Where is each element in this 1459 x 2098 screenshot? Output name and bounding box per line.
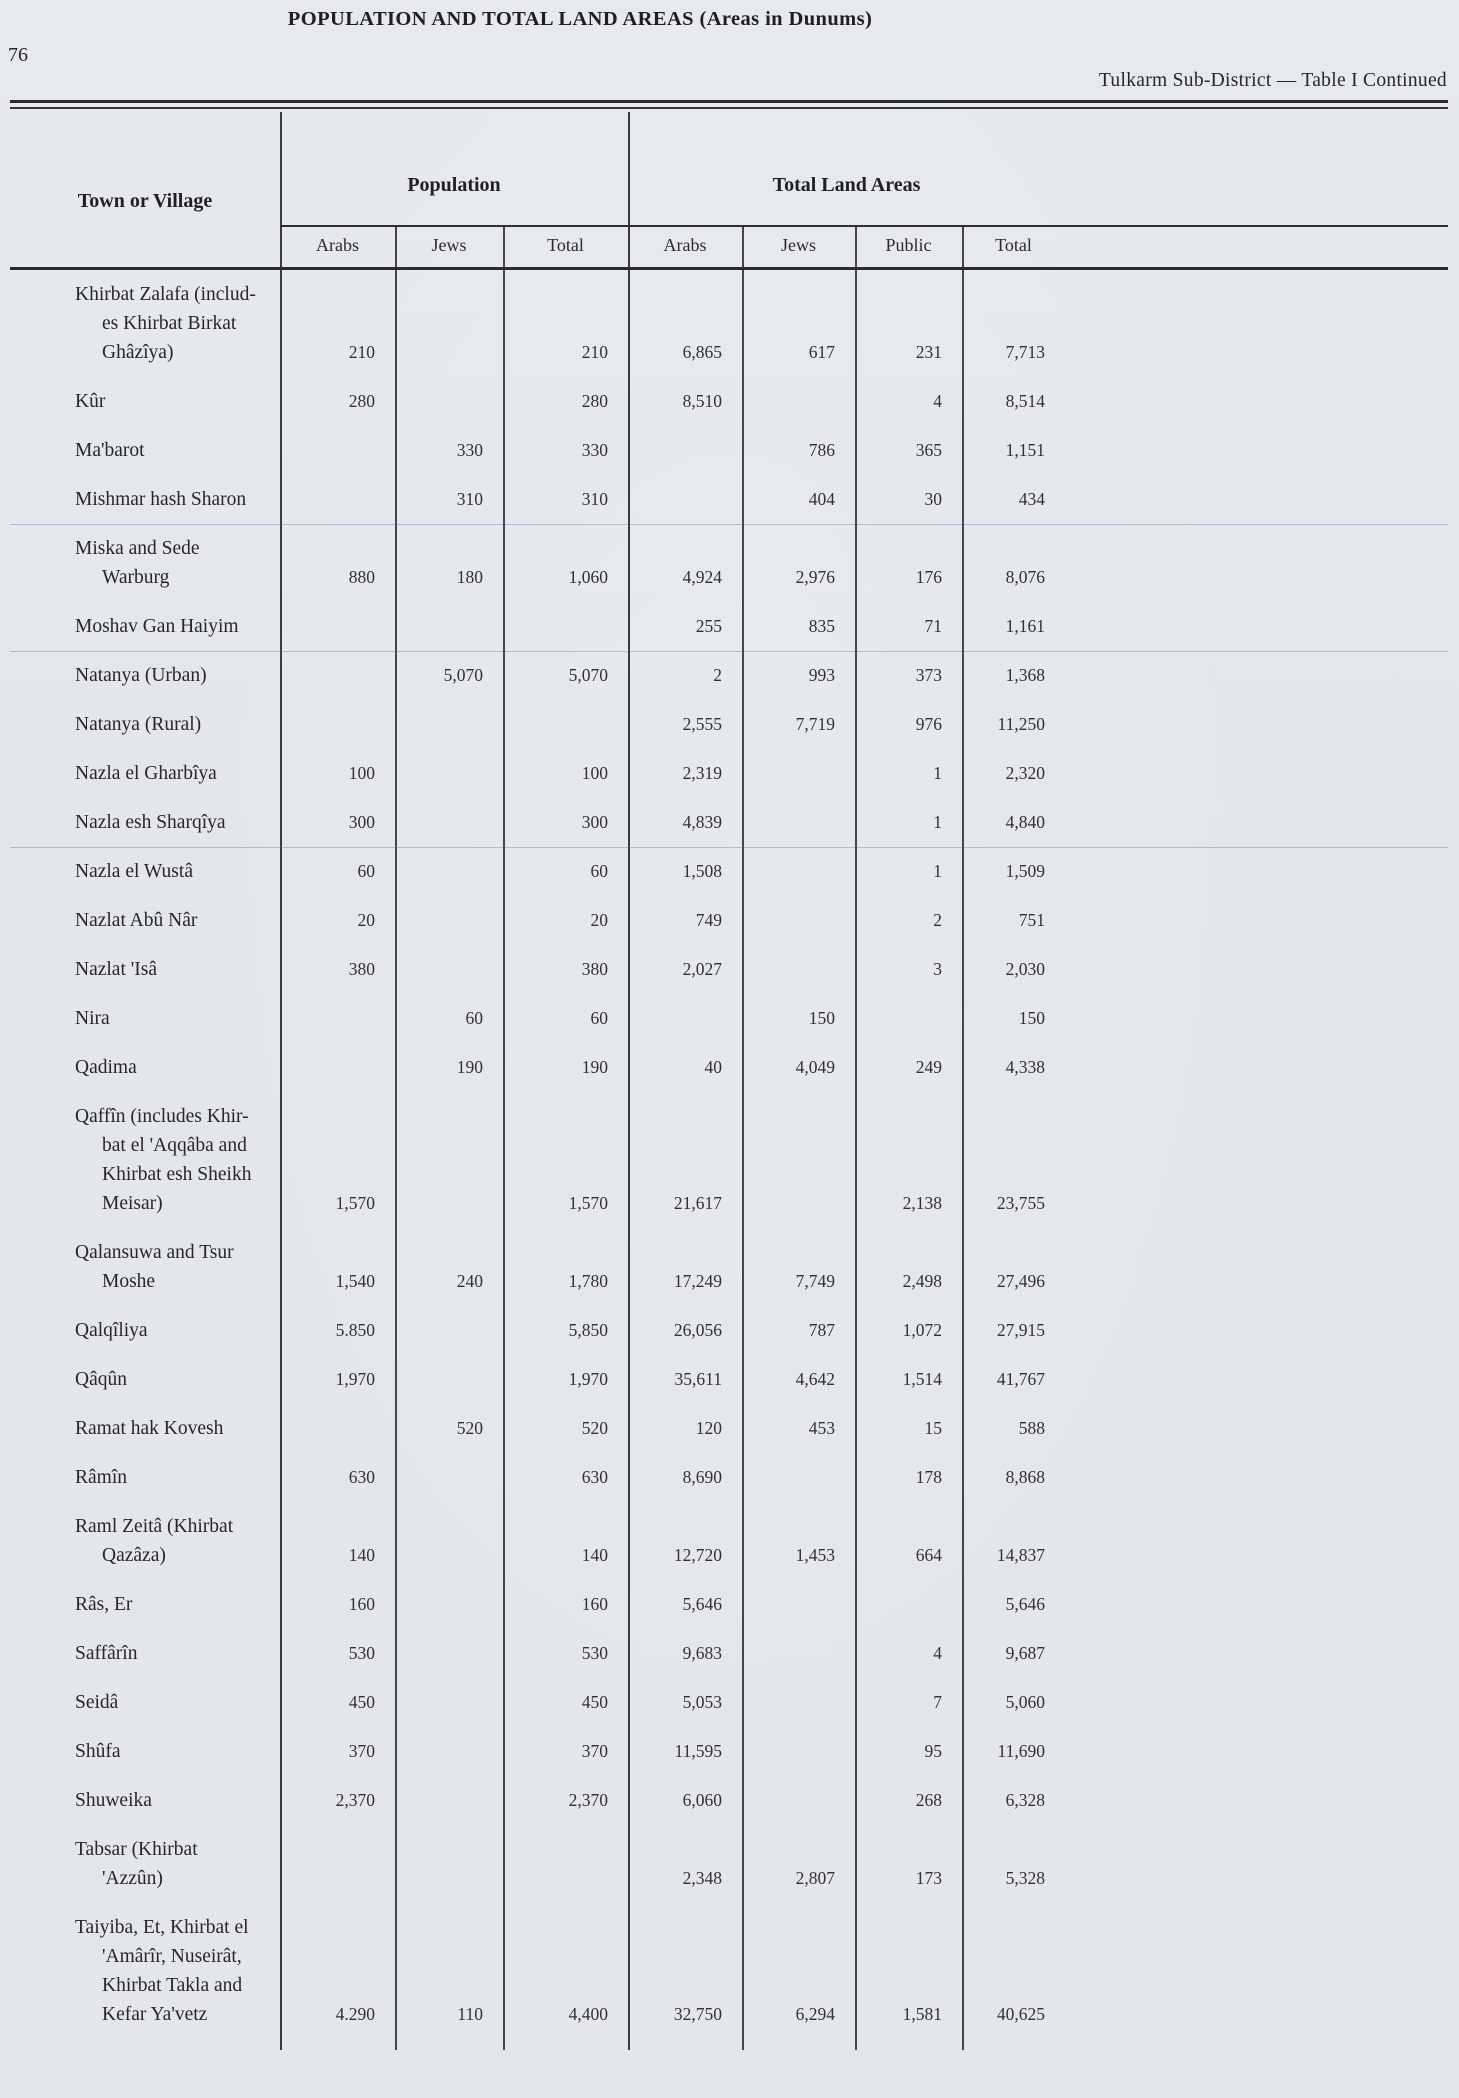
town-name-line: Nazlat 'Isâ	[75, 959, 158, 980]
pop-total-header: Total	[547, 235, 584, 255]
pop-jews-value: 310	[456, 489, 483, 509]
data-table	[10, 112, 1448, 2057]
pop-total-value: 20	[590, 910, 608, 930]
town-name-line: Khirbat esh Sheikh	[102, 1164, 252, 1185]
pop-arabs-header: Arabs	[316, 235, 359, 255]
land-total-value: 150	[1018, 1008, 1045, 1028]
land-total-value: 8,868	[1005, 1467, 1045, 1487]
town-name	[10, 906, 280, 935]
town-name-line: Khirbat Zalafa (includ-	[75, 284, 256, 305]
table-row	[10, 612, 1065, 641]
land-total-value: 1,161	[1005, 616, 1045, 636]
town-name	[10, 1463, 280, 1492]
land-arabs-value: 40	[704, 1057, 722, 1077]
town-name	[10, 1786, 280, 1815]
land-total-value: 1,509	[1005, 861, 1045, 881]
land-arabs-value: 4,839	[682, 812, 722, 832]
town-name	[10, 1512, 280, 1570]
land-total-value: 27,915	[996, 1320, 1045, 1340]
land-public-value: 976	[915, 714, 942, 734]
land-jews-value: 617	[808, 342, 835, 362]
land-jews-value: 2,807	[795, 1868, 835, 1888]
table-row	[10, 1688, 1065, 1717]
town-name	[10, 759, 280, 788]
land-public-value: 664	[915, 1545, 942, 1565]
town-name	[10, 1365, 280, 1394]
pop-arabs-value: 380	[348, 959, 375, 979]
town-name-line: Natanya (Urban)	[75, 665, 207, 686]
town-name-line: Nazla el Gharbîya	[75, 763, 217, 784]
town-name	[10, 1639, 280, 1668]
land-total-value: 6,328	[1005, 1790, 1045, 1810]
land-arabs-value: 5,646	[682, 1594, 722, 1614]
pop-total-value: 2,370	[568, 1790, 608, 1810]
town-name-line: Meisar)	[102, 1193, 163, 1214]
land-jews-value: 993	[808, 665, 835, 685]
land-public-value: 95	[924, 1741, 942, 1761]
town-name-line: 'Azzûn)	[102, 1868, 163, 1889]
land-jews-value: 1,453	[795, 1545, 835, 1565]
town-name-line: 'Amârîr, Nuseirât,	[102, 1946, 242, 1967]
land-total-value: 5,328	[1005, 1868, 1045, 1888]
land-arabs-value: 5,053	[682, 1692, 722, 1712]
town-name	[10, 1414, 280, 1443]
town-name-line: Moshe	[102, 1271, 156, 1292]
pop-total-value: 1,060	[568, 567, 608, 587]
town-name-line: Miska and Sede	[75, 538, 200, 559]
land-public-value: 30	[924, 489, 942, 509]
land-total-value: 2,320	[1005, 763, 1045, 783]
land-arabs-value: 11,595	[674, 1741, 722, 1761]
town-name	[10, 1102, 280, 1218]
land-public-value: 1,072	[902, 1320, 942, 1340]
land-areas-group-header: Total Land Areas	[772, 174, 921, 196]
land-public-value: 3	[933, 959, 942, 979]
town-name	[10, 1688, 280, 1717]
land-public-value: 176	[915, 567, 942, 587]
pop-total-value: 160	[581, 1594, 608, 1614]
town-name-line: Nazlat Abû Nâr	[75, 910, 198, 931]
land-total-value: 40,625	[996, 2004, 1045, 2024]
pop-arabs-value: 1,540	[335, 1271, 375, 1291]
table-row	[10, 1463, 1065, 1492]
town-name	[10, 1004, 280, 1033]
town-name-line: Ma'barot	[75, 440, 145, 461]
land-jews-value: 7,719	[795, 714, 835, 734]
land-total-value: 9,687	[1005, 1643, 1045, 1663]
land-public-value: 1	[933, 861, 942, 881]
pop-arabs-value: 2,370	[335, 1790, 375, 1810]
land-public-value: 365	[915, 440, 942, 460]
pop-total-value: 60	[590, 861, 608, 881]
pop-arabs-value: 100	[348, 763, 375, 783]
population-group-header: Population	[407, 174, 501, 196]
town-name-line: Qalansuwa and Tsur	[75, 1242, 234, 1263]
land-total-value: 5,646	[1005, 1594, 1045, 1614]
town-name	[10, 661, 280, 690]
town-name	[10, 857, 280, 886]
land-jews-value: 150	[808, 1008, 835, 1028]
land-arabs-value: 8,510	[682, 391, 722, 411]
pop-arabs-value: 370	[348, 1741, 375, 1761]
land-total-value: 2,030	[1005, 959, 1045, 979]
header-bottom-rule	[10, 267, 1448, 270]
land-arabs-value: 2	[713, 665, 722, 685]
town-name	[10, 1238, 280, 1296]
land-public-value: 178	[915, 1467, 942, 1487]
town-name-line: Kûr	[75, 391, 106, 412]
pop-arabs-value: 1,970	[335, 1369, 375, 1389]
land-arabs-value: 21,617	[673, 1193, 722, 1213]
pop-total-value: 310	[581, 489, 608, 509]
land-total-value: 11,690	[997, 1741, 1045, 1761]
town-name	[10, 436, 280, 465]
land-arabs-header: Arabs	[663, 235, 707, 255]
pop-arabs-value: 880	[348, 567, 375, 587]
top-double-rule-lower	[10, 107, 1448, 109]
land-total-value: 588	[1018, 1418, 1045, 1438]
pop-total-value: 330	[581, 440, 608, 460]
land-public-value: 15	[924, 1418, 942, 1438]
land-public-value: 7	[933, 1692, 942, 1712]
land-arabs-value: 32,750	[673, 2004, 722, 2024]
pop-total-value: 190	[581, 1057, 608, 1077]
land-group-underline	[628, 225, 1448, 227]
pop-arabs-value: 630	[348, 1467, 375, 1487]
pop-arabs-value: 20	[357, 910, 375, 930]
pop-total-value: 530	[581, 1643, 608, 1663]
pop-arabs-value: 450	[348, 1692, 375, 1712]
sub-header-row	[10, 235, 1065, 265]
town-name-line: Nazla esh Sharqîya	[75, 812, 226, 833]
land-public-value: 1,514	[902, 1369, 942, 1389]
table-row	[10, 1512, 1065, 1570]
pop-total-value: 520	[581, 1418, 608, 1438]
table-row	[10, 1053, 1065, 1082]
land-arabs-value: 2,027	[682, 959, 722, 979]
pop-total-value: 370	[581, 1741, 608, 1761]
town-name-line: Shuweika	[75, 1790, 152, 1811]
town-name-line: Qadima	[75, 1057, 137, 1078]
land-jews-header: Jews	[781, 235, 816, 255]
town-name	[10, 808, 280, 837]
table-row	[10, 1365, 1065, 1394]
town-name	[10, 387, 280, 416]
town-name-line: Mishmar hash Sharon	[75, 489, 247, 510]
pop-total-value: 1,780	[568, 1271, 608, 1291]
land-arabs-value: 4,924	[682, 567, 722, 587]
town-name	[10, 1835, 280, 1893]
town-name	[10, 1913, 280, 2029]
town-name-line: Kefar Ya'vetz	[102, 2004, 208, 2025]
table-row	[10, 1238, 1065, 1296]
pop-total-value: 380	[581, 959, 608, 979]
town-column-header: Town or Village	[77, 190, 213, 212]
land-total-value: 23,755	[996, 1193, 1045, 1213]
land-jews-value: 453	[808, 1418, 835, 1438]
town-name	[10, 1053, 280, 1082]
land-total-value: 41,767	[996, 1369, 1045, 1389]
table-row	[10, 534, 1065, 592]
land-jews-value: 787	[808, 1320, 835, 1340]
town-name-line: Qalqîliya	[75, 1320, 148, 1341]
land-public-value: 4	[933, 391, 942, 411]
table-row	[10, 1639, 1065, 1668]
table-row	[10, 1835, 1065, 1893]
town-name-line: Qazâza)	[102, 1545, 166, 1566]
pop-total-value: 450	[581, 1692, 608, 1712]
top-double-rule-upper	[10, 100, 1448, 103]
pop-total-value: 4,400	[568, 2004, 608, 2024]
land-total-value: 751	[1018, 910, 1045, 930]
table-row	[10, 1004, 1065, 1033]
town-name-line: Shûfa	[75, 1741, 121, 1762]
town-name-line: Nazla el Wustâ	[75, 861, 193, 882]
pop-arabs-value: 60	[357, 861, 375, 881]
pop-total-value: 300	[581, 812, 608, 832]
town-name	[10, 1590, 280, 1619]
town-name-line: Moshav Gan Haiyim	[75, 616, 239, 637]
pop-total-value: 1,970	[568, 1369, 608, 1389]
town-name-line: Ramat hak Kovesh	[75, 1418, 224, 1439]
table-body	[10, 280, 1065, 2049]
population-group-underline	[280, 225, 628, 227]
table-row	[10, 661, 1065, 690]
land-jews-value: 7,749	[795, 1271, 835, 1291]
town-name-line: Seidâ	[75, 1692, 119, 1713]
table-row	[10, 1414, 1065, 1443]
land-total-value: 8,076	[1005, 567, 1045, 587]
town-name-line: Qaffîn (includes Khir-	[75, 1106, 249, 1127]
town-name-line: Qâqûn	[75, 1369, 127, 1390]
town-name-line: Ghâzîya)	[102, 342, 174, 363]
pop-jews-value: 180	[456, 567, 483, 587]
town-name	[10, 1316, 280, 1345]
land-arabs-value: 9,683	[682, 1643, 722, 1663]
town-name-line: Râmîn	[75, 1467, 127, 1488]
land-arabs-value: 2,319	[682, 763, 722, 783]
land-arabs-value: 17,249	[673, 1271, 722, 1291]
table-row	[10, 1316, 1065, 1345]
land-arabs-value: 1,508	[682, 861, 722, 881]
town-name	[10, 534, 280, 592]
town-name-line: es Khirbat Birkat	[102, 313, 237, 334]
land-arabs-value: 2,555	[682, 714, 722, 734]
town-name	[10, 1737, 280, 1766]
land-total-header: Total	[995, 235, 1032, 255]
land-public-value: 249	[915, 1057, 942, 1077]
table-subtitle: Tulkarm Sub-District — Table I Continued	[1098, 70, 1447, 91]
land-total-value: 14,837	[996, 1545, 1045, 1565]
table-row	[10, 485, 1065, 514]
land-jews-value: 835	[808, 616, 835, 636]
pop-jews-value: 520	[456, 1418, 483, 1438]
town-name-line: bat el 'Aqqâba and	[102, 1135, 247, 1156]
land-public-value: 1,581	[902, 2004, 942, 2024]
pop-total-value: 5,070	[568, 665, 608, 685]
pop-jews-header: Jews	[431, 235, 467, 255]
pop-arabs-value: 1,570	[335, 1193, 375, 1213]
land-jews-value: 4,049	[795, 1057, 835, 1077]
pop-total-value: 5,850	[568, 1320, 608, 1340]
pop-total-value: 60	[590, 1008, 608, 1028]
pop-arabs-value: 530	[348, 1643, 375, 1663]
table-row	[10, 1737, 1065, 1766]
pop-arabs-value: 4.290	[335, 2004, 375, 2024]
table-row	[10, 808, 1065, 837]
pop-arabs-value: 140	[348, 1545, 375, 1565]
land-public-value: 1	[933, 763, 942, 783]
town-name	[10, 955, 280, 984]
land-total-value: 4,840	[1005, 812, 1045, 832]
land-jews-value: 786	[808, 440, 835, 460]
land-jews-value: 4,642	[795, 1369, 835, 1389]
land-total-value: 27,496	[996, 1271, 1045, 1291]
town-name-line: Tabsar (Khirbat	[75, 1839, 198, 1860]
land-arabs-value: 35,611	[674, 1369, 722, 1389]
table-row	[10, 387, 1065, 416]
town-name	[10, 710, 280, 739]
land-total-value: 11,250	[997, 714, 1045, 734]
land-public-value: 4	[933, 1643, 942, 1663]
land-arabs-value: 26,056	[673, 1320, 722, 1340]
town-name-line: Khirbat Takla and	[102, 1975, 243, 1996]
land-arabs-value: 12,720	[673, 1545, 722, 1565]
pop-total-value: 280	[581, 391, 608, 411]
land-public-value: 2,138	[902, 1193, 942, 1213]
pop-arabs-value: 280	[348, 391, 375, 411]
land-total-value: 7,713	[1005, 342, 1045, 362]
table-row	[10, 1786, 1065, 1815]
table-row	[10, 280, 1065, 367]
table-row	[10, 1102, 1065, 1218]
land-public-value: 231	[915, 342, 942, 362]
town-name-line: Râs, Er	[75, 1594, 133, 1615]
town-name-line: Raml Zeitâ (Khirbat	[75, 1516, 234, 1537]
pop-arabs-value: 300	[348, 812, 375, 832]
land-arabs-value: 749	[695, 910, 722, 930]
pop-total-value: 630	[581, 1467, 608, 1487]
pop-arabs-value: 160	[348, 1594, 375, 1614]
pop-total-value: 100	[581, 763, 608, 783]
pop-arabs-value: 210	[348, 342, 375, 362]
town-name	[10, 485, 280, 514]
table-row	[10, 857, 1065, 886]
town-name-line: Natanya (Rural)	[75, 714, 202, 735]
land-public-header: Public	[885, 235, 932, 255]
land-total-value: 1,151	[1005, 440, 1045, 460]
town-name	[10, 612, 280, 641]
pop-jews-value: 330	[456, 440, 483, 460]
land-arabs-value: 6,865	[682, 342, 722, 362]
land-arabs-value: 2,348	[682, 1868, 722, 1888]
pop-total-value: 210	[581, 342, 608, 362]
town-name-line: Warburg	[102, 567, 170, 588]
land-total-value: 8,514	[1005, 391, 1045, 411]
town-name	[10, 280, 280, 367]
land-arabs-value: 255	[695, 616, 722, 636]
table-row	[10, 955, 1065, 984]
land-public-value: 268	[915, 1790, 942, 1810]
land-public-value: 1	[933, 812, 942, 832]
table-row	[10, 906, 1065, 935]
town-name-line: Nira	[75, 1008, 110, 1029]
land-total-value: 434	[1018, 489, 1045, 509]
table-row	[10, 710, 1065, 739]
town-name-line: Saffârîn	[75, 1643, 138, 1664]
pop-jews-value: 60	[465, 1008, 483, 1028]
land-jews-value: 6,294	[795, 2004, 835, 2024]
land-jews-value: 2,976	[795, 567, 835, 587]
table-row	[10, 1913, 1065, 2029]
pop-jews-value: 240	[456, 1271, 483, 1291]
land-public-value: 2,498	[902, 1271, 942, 1291]
pop-jews-value: 190	[456, 1057, 483, 1077]
table-row	[10, 436, 1065, 465]
pop-total-value: 1,570	[568, 1193, 608, 1213]
land-public-value: 2	[933, 910, 942, 930]
land-total-value: 4,338	[1005, 1057, 1045, 1077]
page-title: POPULATION AND TOTAL LAND AREAS (Areas in Dunums)	[287, 8, 873, 30]
land-total-value: 1,368	[1005, 665, 1045, 685]
pop-total-value: 140	[581, 1545, 608, 1565]
pop-jews-value: 5,070	[443, 665, 483, 685]
table-row	[10, 1590, 1065, 1619]
land-public-value: 173	[915, 1868, 942, 1888]
table-row	[10, 759, 1065, 788]
land-public-value: 71	[924, 616, 942, 636]
land-arabs-value: 6,060	[682, 1790, 722, 1810]
town-name-line: Taiyiba, Et, Khirbat el	[75, 1917, 249, 1938]
pop-jews-value: 110	[457, 2004, 483, 2024]
land-public-value: 373	[915, 665, 942, 685]
pop-arabs-value: 5.850	[335, 1320, 375, 1340]
land-total-value: 5,060	[1005, 1692, 1045, 1712]
page-number: 76	[8, 44, 28, 66]
land-arabs-value: 120	[695, 1418, 722, 1438]
land-arabs-value: 8,690	[682, 1467, 722, 1487]
land-jews-value: 404	[808, 489, 835, 509]
